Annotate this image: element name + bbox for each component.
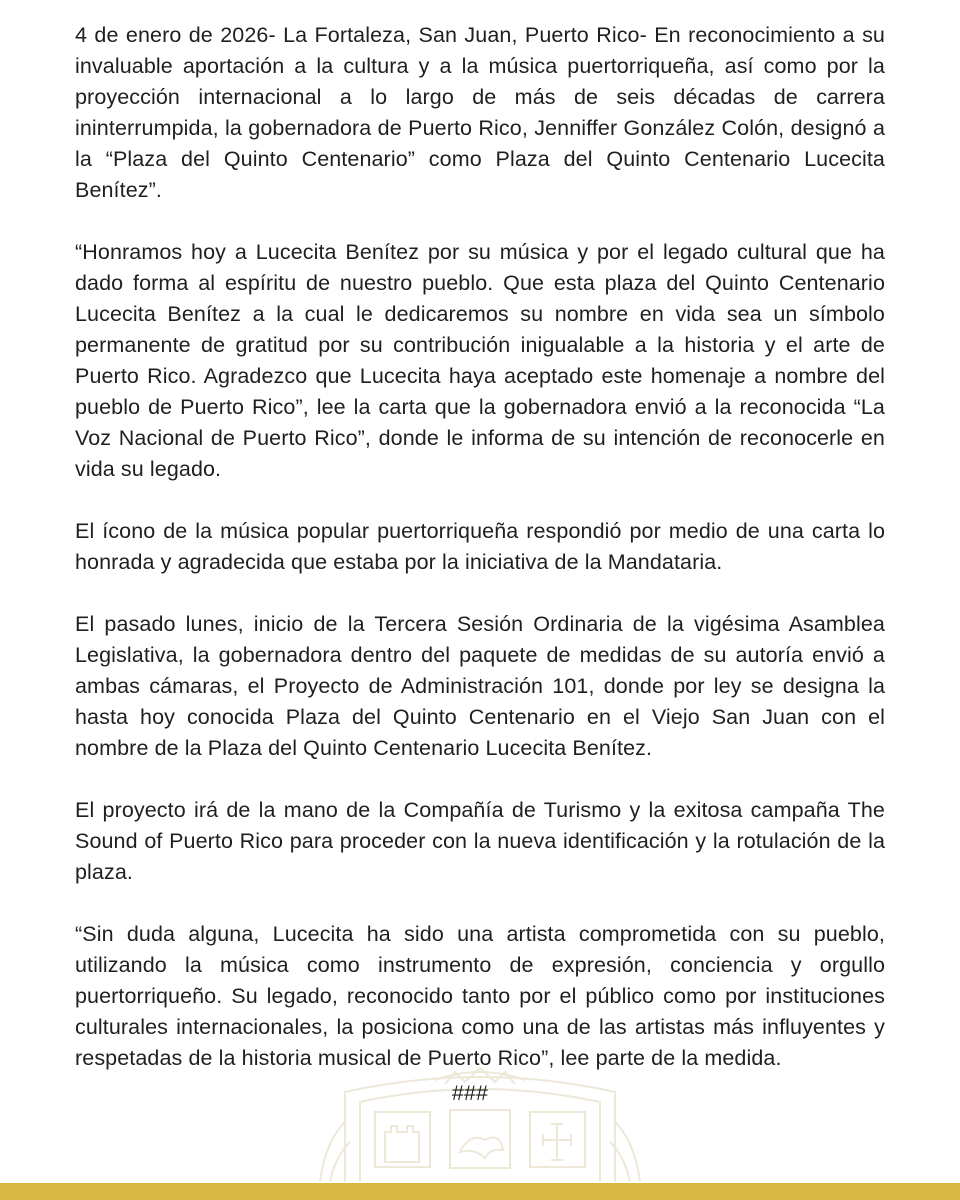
press-release-body xyxy=(75,20,885,1109)
paragraph-response: El ícono de la música popular puertorriqueña respondió por medio de una carta lo honrada y agradecida que estaba por la iniciativa de la Mandataria. xyxy=(75,519,885,574)
end-mark: ### xyxy=(451,1081,489,1105)
footer-gold-bar xyxy=(0,1183,960,1200)
paragraph-measure-quote: “Sin duda alguna, Lucecita ha sido una artista comprometida con su pueblo, utilizando la música como instrumento de expresión, conciencia y orgullo puertorriqueño. Su legado, reconocido tanto por el público como por instituciones culturales internacionales, la posiciona como una de las artistas más influyentes y respetadas de la historia musical de Puerto Rico”, lee parte de la medida. xyxy=(75,922,885,1070)
paragraph-tourism: El proyecto irá de la mano de la Compañía de Turismo y la exitosa campaña The Sound of Puerto Rico para proceder con la nueva identificación y la rotulación de la plaza. xyxy=(75,798,885,884)
paragraph-intro: 4 de enero de 2026- La Fortaleza, San Juan, Puerto Rico- En reconocimiento a su invaluable aportación a la cultura y a la música puertorriqueña, así como por la proyección internacional a lo largo de más de seis décadas de carrera ininterrumpida, la gobernadora de Puerto Rico, Jenniffer González Colón, designó a la “Plaza del Quinto Centenario” como Plaza del Quinto Centenario Lucecita Benítez”. xyxy=(75,23,885,202)
paragraph-legislative: El pasado lunes, inicio de la Tercera Sesión Ordinaria de la vigésima Asamblea Legislativa, la gobernadora dentro del paquete de medidas de su autoría envió a ambas cámaras, el Proyecto de Administración 101, donde por ley se designa la hasta hoy conocida Plaza del Quinto Centenario en el Viejo San Juan con el nombre de la Plaza del Quinto Centenario Lucecita Benítez. xyxy=(75,612,885,760)
paragraph-quote-governor: “Honramos hoy a Lucecita Benítez por su música y por el legado cultural que ha dado forma al espíritu de nuestro pueblo. Que esta plaza del Quinto Centenario Lucecita Benítez a la cual le dedicaremos su nombre en vida sea un símbolo permanente de gratitud por su contribución inigualable a la historia y el arte de Puerto Rico. Agradezco que Lucecita haya aceptado este homenaje a nombre del pueblo de Puerto Rico”, lee la carta que la gobernadora envió a la reconocida “La Voz Nacional de Puerto Rico”, donde le informa de su intención de reconocerle en vida su legado. xyxy=(75,240,885,481)
